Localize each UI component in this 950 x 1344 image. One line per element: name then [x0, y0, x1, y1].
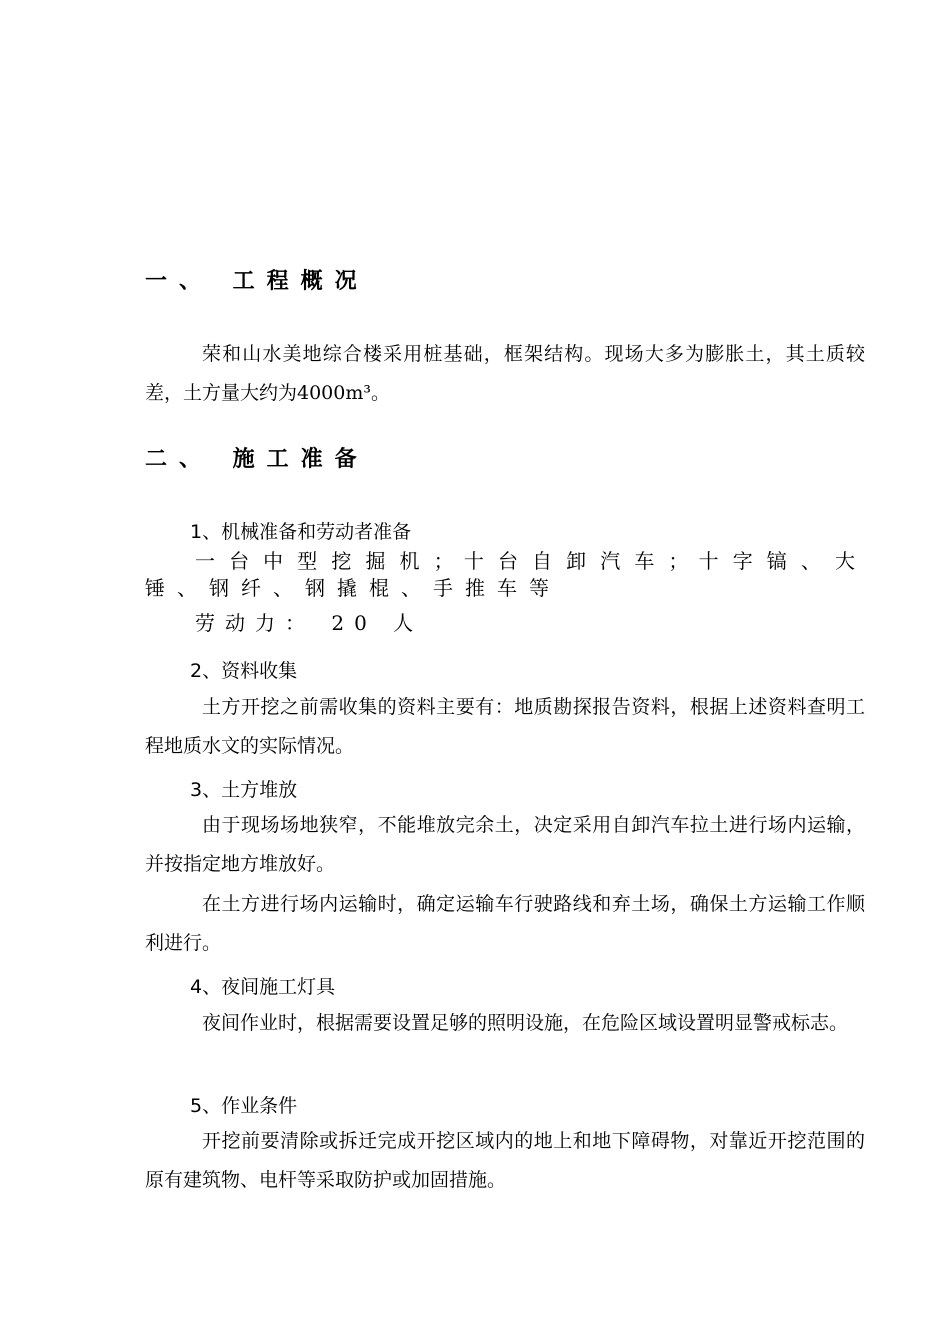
subsection-title-machinery: 1、机械准备和劳动者准备: [190, 521, 412, 543]
earth-stacking-paragraph-2: 在土方进行场内运输时，确定运输车行驶路线和弃土场，确保土方运输工作顺利进行。: [145, 893, 865, 954]
section-heading-preparation: 二、 施工准备: [145, 447, 369, 472]
night-lighting-paragraph: 夜间作业时，根据需要设置足够的照明设施，在危险区域设置明显警戒标志。: [202, 1012, 849, 1034]
equipment-line-1: 一 台 中 型 挖 掘 机 ； 十 台 自 卸 汽 车 ； 十 字 镐 、 大: [195, 549, 855, 573]
work-conditions-paragraph: 开挖前要清除或拆迁完成开挖区域内的地上和地下障碍物，对靠近开挖范围的原有建筑物、电杆等采取防护或加固措施。: [145, 1130, 865, 1191]
subsection-title-data-collection: 2、资料收集: [190, 660, 298, 682]
earth-stacking-paragraph-1: 由于现场场地狭窄，不能堆放完余土，决定采用自卸汽车拉土进行场内运输，并按指定地方堆放好。: [145, 814, 865, 875]
data-collection-paragraph: 土方开挖之前需收集的资料主要有：地质勘探报告资料，根据上述资料查明工程地质水文的实际情况。: [145, 696, 865, 757]
subsection-title-night-lighting: 4、夜间施工灯具: [190, 976, 336, 998]
labor-line: 劳动力： 20 人: [195, 611, 424, 635]
equipment-line-2: 锤、钢纤、钢撬棍、手推车等: [145, 576, 561, 600]
subsection-title-work-conditions: 5、作业条件: [190, 1095, 298, 1117]
subsection-title-earth-stacking: 3、土方堆放: [190, 779, 298, 801]
section-heading-overview: 一、 工程概况: [145, 269, 369, 294]
overview-paragraph: 荣和山水美地综合楼采用桩基础，框架结构。现场大多为膨胀土，其土质较差，土方量大约为4000m³。: [145, 343, 865, 404]
